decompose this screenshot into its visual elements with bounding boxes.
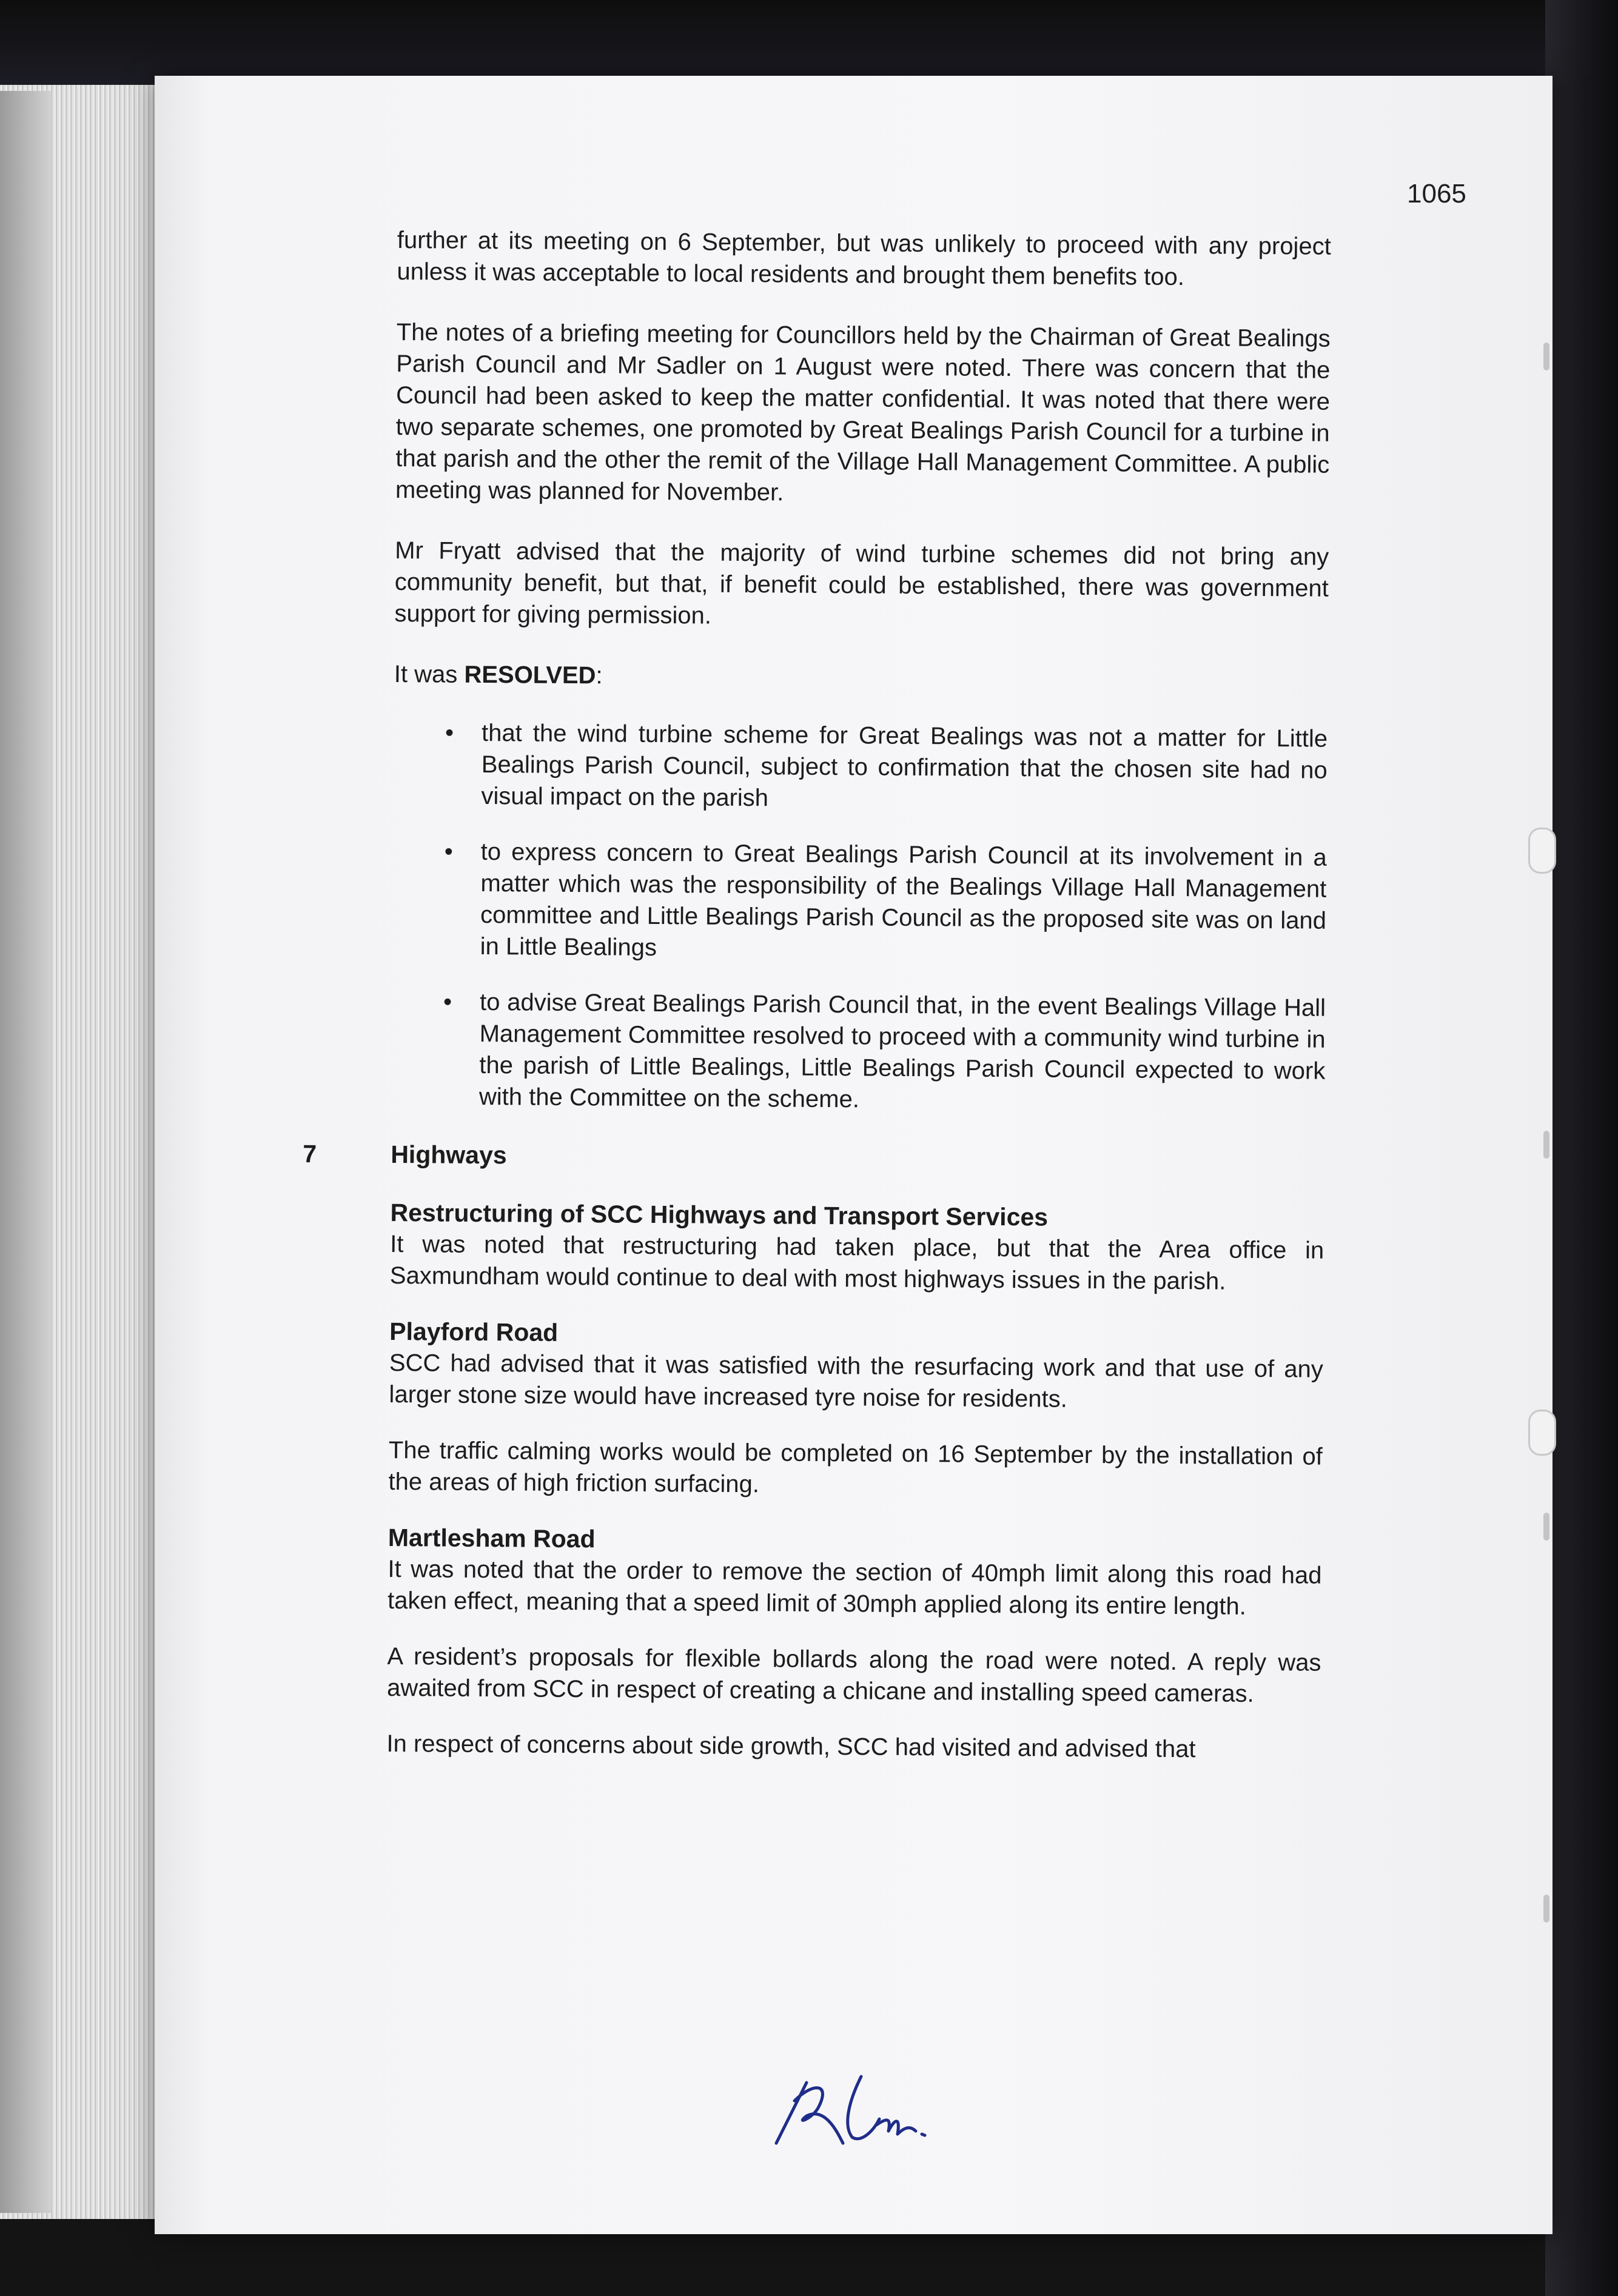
punch-hole — [1528, 1410, 1556, 1456]
section-title: Highways — [391, 1140, 507, 1170]
list-item — [393, 717, 1328, 818]
subsection-playford-road — [388, 1316, 1323, 1504]
punch-hole — [1528, 828, 1556, 874]
paragraph: In respect of concerns about side growth, SCC had visited and advised that — [386, 1730, 1196, 1763]
subsection-heading: Playford Road — [389, 1317, 559, 1347]
resolution-text: that the wind turbine scheme for Great Bealings was not a matter for Little Bealings Parish Council, subject to confirmation that the chosen site had no visual impact on the parish — [481, 719, 1328, 812]
paragraph: Mr Fryatt advised that the majority of wind turbine schemes did not bring any community benefit, but that, if benefit could be established, there was government support for giving permission. — [394, 537, 1329, 629]
paragraph: It was noted that the order to remove the section of 40mph limit along this road had taken effect, meaning that a speed limit of 30mph applied along its entire length. — [387, 1555, 1322, 1620]
resolved-keyword: RESOLVED — [464, 661, 596, 689]
paragraph: It was noted that restructuring had taken place, but that the Area office in Saxmundham would continue to deal with most highways issues in the parish. — [389, 1230, 1324, 1295]
paragraph: A resident’s proposals for flexible bollards along the road were noted. A reply was awaited from SCC in respect of creating a chicane and installing speed cameras. — [386, 1642, 1321, 1707]
list-item — [391, 986, 1326, 1119]
binder-ring-mark — [1543, 1513, 1549, 1541]
binder-ring-mark — [1543, 343, 1549, 370]
bullet-icon: • — [445, 719, 454, 746]
bullet-icon: • — [444, 838, 453, 865]
bullet-icon: • — [443, 988, 452, 1016]
resolution-list — [391, 717, 1328, 1119]
subsection-martlesham-road — [386, 1522, 1322, 1766]
paragraph: further at its meeting on 6 September, but was unlikely to proceed with any project unless it was acceptable to local residents and brought them benefits too. — [397, 226, 1331, 291]
signature-stroke — [776, 2077, 925, 2143]
resolved-statement — [394, 658, 1328, 697]
handwritten-signature — [770, 2058, 952, 2149]
section-heading — [303, 1139, 1324, 1177]
resolution-text: to advise Great Bealings Parish Council that, in the event Bealings Village Hall Management Committee resolved to proceed with a community wind turbine in the parish of Little Bealings, Little Bealings Parish Council expected to work with the Committee on the scheme. — [478, 988, 1326, 1113]
binder-ring-mark — [1543, 1895, 1549, 1923]
subsection-heading: Restructuring of SCC Highways and Transport Services — [390, 1198, 1049, 1231]
resolution-text: to express concern to Great Bealings Parish Council at its involvement in a matter which was the responsibility of the Bealings Village Hall Management committee and Little Bealings Parish Council as the proposed site was on land in Little Bealings — [480, 838, 1327, 962]
binder-cover-top — [0, 0, 1618, 85]
binder-ring-mark — [1543, 1131, 1549, 1159]
paragraph: SCC had advised that it was satisfied with the resurfacing work and that use of any larger stone size would have increased tyre noise for residents. — [389, 1349, 1324, 1413]
page-number: 1065 — [1407, 179, 1466, 209]
paragraph: The traffic calming works would be completed on 16 September by the installation of the areas of high friction surfacing. — [388, 1436, 1323, 1498]
list-item — [392, 835, 1327, 968]
resolved-colon: : — [596, 662, 603, 689]
paragraph: The notes of a briefing meeting for Councillors held by the Chairman of Great Bealings Parish Council and Mr Sadler on 1 August were noted. There was concern that the Council had been asked to keep the matter confidential. It was noted that there were two separate schemes, one promoted by Great Bealings Parish Council for a turbine in that parish and the other the remit of the Village Hall Management Committee. A public meeting was planned for November. — [395, 318, 1331, 506]
section-number: 7 — [303, 1139, 317, 1168]
binder-cover-right — [1545, 0, 1618, 2296]
subsection-restructuring — [390, 1197, 1324, 1298]
subsection-heading: Martlesham Road — [388, 1523, 596, 1553]
page-stack-shadow — [0, 91, 52, 2213]
minutes-body — [303, 224, 1331, 1790]
resolved-prefix: It was — [394, 660, 465, 688]
